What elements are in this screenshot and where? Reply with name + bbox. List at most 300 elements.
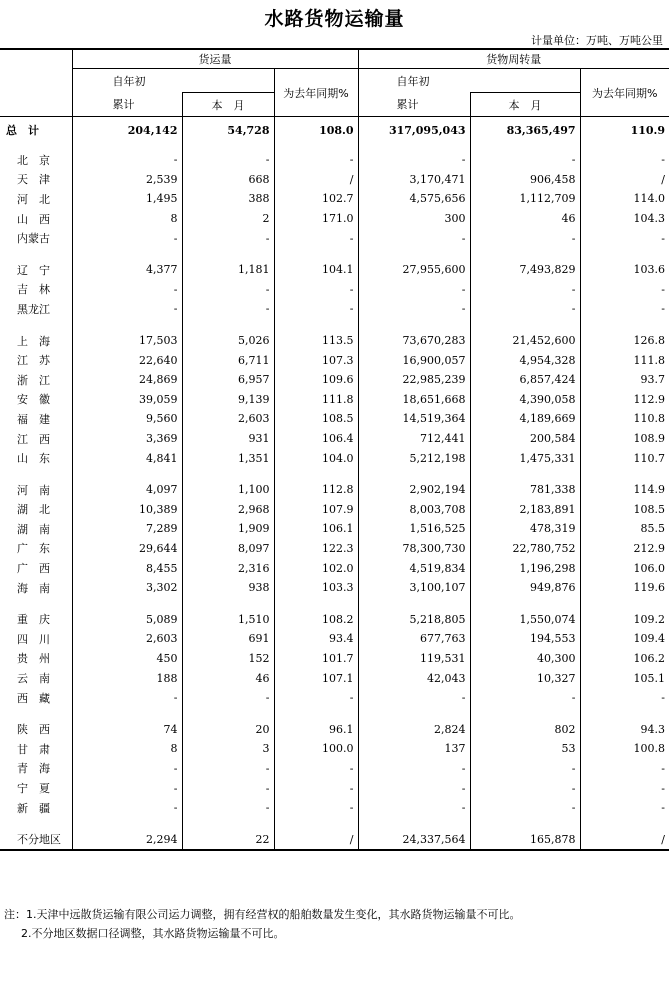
region-name: 广 东 — [17, 542, 50, 556]
cargo-month: 8,097 — [182, 539, 274, 559]
spacer-cell — [182, 319, 274, 331]
cargo-month: - — [182, 280, 274, 300]
turnover-month: 7,493,829 — [470, 260, 580, 280]
turnover-cumulative: - — [358, 778, 470, 798]
turnover-month: 1,550,074 — [470, 609, 580, 629]
turnover-yoy: - — [580, 228, 669, 248]
table-row — [0, 739, 669, 759]
table-row — [0, 170, 669, 190]
spacer-cell — [72, 817, 182, 829]
cargo-month: 1,100 — [182, 480, 274, 500]
cargo-cumulative: 450 — [72, 649, 182, 669]
table-row — [0, 759, 669, 779]
turnover-cumulative: 1,516,525 — [358, 519, 470, 539]
turnover-month-header: 本 月 — [470, 93, 580, 117]
cargo-month: 2,968 — [182, 500, 274, 520]
turnover-yoy: 126.8 — [580, 331, 669, 351]
turnover-yoy: 100.8 — [580, 739, 669, 759]
cargo-cumulative: 188 — [72, 668, 182, 688]
turnover-month: 1,475,331 — [470, 448, 580, 468]
turnover-yoy: 104.3 — [580, 209, 669, 229]
table-row — [0, 331, 669, 351]
spacer-cell — [182, 248, 274, 260]
cargo-yoy: - — [274, 228, 358, 248]
table-row — [0, 209, 669, 229]
cargo-yoy: - — [274, 280, 358, 300]
turnover-cumulative: 16,900,057 — [358, 350, 470, 370]
turnover-month: 4,189,669 — [470, 409, 580, 429]
turnover-yoy: / — [580, 170, 669, 190]
region-name: 黑龙江 — [17, 302, 50, 316]
turnover-month: 200,584 — [470, 429, 580, 449]
cargo-month: 1,181 — [182, 260, 274, 280]
turnover-ytd-header: 自年初 — [358, 69, 580, 93]
cargo-month: 691 — [182, 629, 274, 649]
cargo-yoy: 102.0 — [274, 558, 358, 578]
turnover-cumulative: - — [358, 299, 470, 319]
cargo-yoy: 107.3 — [274, 350, 358, 370]
spacer-cell — [182, 817, 274, 829]
turnover-cumulative: - — [358, 759, 470, 779]
cargo-month: - — [182, 798, 274, 818]
spacer-row — [0, 143, 669, 150]
cargo-yoy: 109.6 — [274, 370, 358, 390]
cargo-yoy: 111.8 — [274, 390, 358, 410]
turnover-yoy: - — [580, 150, 669, 170]
turnover-month: 22,780,752 — [470, 539, 580, 559]
spacer-cell — [580, 707, 669, 719]
cargo-month: 1,510 — [182, 609, 274, 629]
cargo-cumulative: - — [72, 228, 182, 248]
spacer-cell — [182, 143, 274, 150]
cargo-month: 3 — [182, 739, 274, 759]
cargo-month: 6,711 — [182, 350, 274, 370]
spacer-cell — [470, 319, 580, 331]
region-name: 云 南 — [17, 672, 50, 686]
turnover-yoy: - — [580, 688, 669, 708]
table-row — [0, 649, 669, 669]
spacer-cell — [470, 143, 580, 150]
turnover-cumulative: 137 — [358, 739, 470, 759]
turnover-yoy: - — [580, 798, 669, 818]
region-name: 不分地区 — [0, 829, 72, 850]
turnover-yoy: 93.7 — [580, 370, 669, 390]
cargo-cumulative: 8 — [72, 739, 182, 759]
turnover-yoy: 112.9 — [580, 390, 669, 410]
spacer-cell — [0, 143, 72, 150]
spacer-cell — [274, 143, 358, 150]
turnover-cumulative: - — [358, 798, 470, 818]
cargo-yoy: 101.7 — [274, 649, 358, 669]
turnover-cumulative: 5,218,805 — [358, 609, 470, 629]
spacer-cell — [580, 319, 669, 331]
turnover-cumulative: 22,985,239 — [358, 370, 470, 390]
region-name: 辽 宁 — [17, 263, 50, 277]
table-row — [0, 429, 669, 449]
turnover-yoy: 106.2 — [580, 649, 669, 669]
cargo-yoy: - — [274, 299, 358, 319]
cargo-yoy: - — [274, 688, 358, 708]
turnover-month: 1,112,709 — [470, 189, 580, 209]
cargo-cumulative: - — [72, 688, 182, 708]
spacer-cell — [580, 248, 669, 260]
cargo-yoy: 122.3 — [274, 539, 358, 559]
cargo-cumulative: 1,495 — [72, 189, 182, 209]
cargo-month: 2,316 — [182, 558, 274, 578]
turnover-yoy: 212.9 — [580, 539, 669, 559]
region-name: 甘 肃 — [17, 742, 50, 756]
region-name: 总 计 — [0, 117, 72, 144]
turnover-cumulative: 317,095,043 — [358, 117, 470, 144]
cargo-month: 1,351 — [182, 448, 274, 468]
turnover-cumulative: - — [358, 150, 470, 170]
cargo-yoy: 171.0 — [274, 209, 358, 229]
region-name: 内蒙古 — [17, 232, 50, 246]
turnover-month: 53 — [470, 739, 580, 759]
spacer-cell — [358, 707, 470, 719]
cargo-month: - — [182, 228, 274, 248]
table-row — [0, 609, 669, 629]
region-name: 河 北 — [17, 192, 50, 206]
table-row — [0, 798, 669, 818]
cargo-cumulative: 17,503 — [72, 331, 182, 351]
turnover-month: 781,338 — [470, 480, 580, 500]
cargo-yoy: 107.9 — [274, 500, 358, 520]
turnover-month: - — [470, 688, 580, 708]
turnover-yoy: 108.5 — [580, 500, 669, 520]
cargo-cumulative: 8,455 — [72, 558, 182, 578]
turnover-month: 6,857,424 — [470, 370, 580, 390]
turnover-yoy: 103.6 — [580, 260, 669, 280]
cargo-cumulative: 2,603 — [72, 629, 182, 649]
table-row — [0, 778, 669, 798]
spacer-cell — [358, 248, 470, 260]
turnover-month: 194,553 — [470, 629, 580, 649]
spacer-cell — [580, 468, 669, 480]
turnover-cumulative: 5,212,198 — [358, 448, 470, 468]
turnover-month: - — [470, 280, 580, 300]
table-row — [0, 578, 669, 598]
turnover-yoy-header: 为去年同期% — [580, 69, 669, 117]
table-row — [0, 480, 669, 500]
turnover-cumulative: 14,519,364 — [358, 409, 470, 429]
turnover-yoy: 108.9 — [580, 429, 669, 449]
cargo-month: 2,603 — [182, 409, 274, 429]
cargo-cumulative: 2,539 — [72, 170, 182, 190]
cargo-yoy: / — [274, 170, 358, 190]
cargo-month: 931 — [182, 429, 274, 449]
cargo-cumulative: 4,377 — [72, 260, 182, 280]
turnover-yoy: - — [580, 280, 669, 300]
cargo-month: 54,728 — [182, 117, 274, 144]
cargo-month: 938 — [182, 578, 274, 598]
spacer-cell — [0, 597, 72, 609]
cargo-month: 9,139 — [182, 390, 274, 410]
spacer-cell — [72, 468, 182, 480]
region-name: 河 南 — [17, 483, 50, 497]
cargo-yoy: 108.2 — [274, 609, 358, 629]
spacer-cell — [358, 597, 470, 609]
cargo-month: 6,957 — [182, 370, 274, 390]
cargo-month: - — [182, 759, 274, 779]
turnover-cumulative: 24,337,564 — [358, 829, 470, 850]
turnover-cumulative: 8,003,708 — [358, 500, 470, 520]
cargo-table — [0, 48, 669, 851]
region-name: 四 川 — [17, 632, 50, 646]
table-row — [0, 370, 669, 390]
turnover-cumulative: 18,651,668 — [358, 390, 470, 410]
spacer-cell — [274, 248, 358, 260]
turnover-yoy: 114.0 — [580, 189, 669, 209]
turnover-cumulative: 42,043 — [358, 668, 470, 688]
table-row — [0, 350, 669, 370]
region-name: 浙 江 — [17, 373, 50, 387]
turnover-yoy: 105.1 — [580, 668, 669, 688]
spacer-cell — [0, 817, 72, 829]
cargo-yoy: 112.8 — [274, 480, 358, 500]
table-row — [0, 829, 669, 850]
spacer-row — [0, 817, 669, 829]
cargo-month: - — [182, 688, 274, 708]
cargo-cumulative: - — [72, 798, 182, 818]
turnover-month: 2,183,891 — [470, 500, 580, 520]
spacer-row — [0, 248, 669, 260]
turnover-cumulative: 3,170,471 — [358, 170, 470, 190]
spacer-cell — [182, 468, 274, 480]
turnover-cumulative: 73,670,283 — [358, 331, 470, 351]
region-name: 新 疆 — [17, 801, 50, 815]
cargo-cumulative: - — [72, 299, 182, 319]
table-row — [0, 280, 669, 300]
turnover-month: 478,319 — [470, 519, 580, 539]
table-row — [0, 500, 669, 520]
table-row — [0, 688, 669, 708]
turnover-cumulative: 78,300,730 — [358, 539, 470, 559]
turnover-yoy: 111.8 — [580, 350, 669, 370]
turnover-cumulative: - — [358, 688, 470, 708]
region-name: 西 藏 — [17, 691, 50, 705]
turnover-month: - — [470, 150, 580, 170]
turnover-month: 4,954,328 — [470, 350, 580, 370]
spacer-cell — [182, 707, 274, 719]
spacer-cell — [0, 248, 72, 260]
region-name: 天 津 — [17, 173, 50, 187]
turnover-month: 4,390,058 — [470, 390, 580, 410]
spacer-cell — [274, 597, 358, 609]
turnover-month: 46 — [470, 209, 580, 229]
spacer-cell — [470, 817, 580, 829]
table-row — [0, 409, 669, 429]
spacer-cell — [274, 468, 358, 480]
page-title: 水路货物运输量 — [264, 8, 405, 30]
spacer-cell — [0, 707, 72, 719]
turnover-month: 40,300 — [470, 649, 580, 669]
cargo-yoy: 104.0 — [274, 448, 358, 468]
cargo-month: 1,909 — [182, 519, 274, 539]
cargo-yoy: - — [274, 759, 358, 779]
cargo-yoy: 107.1 — [274, 668, 358, 688]
spacer-cell — [72, 707, 182, 719]
table-row — [0, 189, 669, 209]
turnover-yoy: - — [580, 778, 669, 798]
cargo-yoy: 113.5 — [274, 331, 358, 351]
cargo-yoy: 100.0 — [274, 739, 358, 759]
cargo-yoy-header: 为去年同期% — [274, 69, 358, 117]
turnover-month: 1,196,298 — [470, 558, 580, 578]
spacer-cell — [580, 817, 669, 829]
turnover-yoy: - — [580, 299, 669, 319]
turnover-yoy: / — [580, 829, 669, 850]
cargo-month: - — [182, 150, 274, 170]
table-row — [0, 448, 669, 468]
spacer-cell — [358, 319, 470, 331]
spacer-cell — [470, 248, 580, 260]
cargo-cumulative: 3,369 — [72, 429, 182, 449]
turnover-month: - — [470, 228, 580, 248]
cargo-cumulative: 204,142 — [72, 117, 182, 144]
cargo-month: 2 — [182, 209, 274, 229]
turnover-yoy: 106.0 — [580, 558, 669, 578]
spacer-cell — [358, 817, 470, 829]
spacer-cell — [72, 143, 182, 150]
spacer-cell — [580, 597, 669, 609]
cargo-month: 152 — [182, 649, 274, 669]
turnover-month: 10,327 — [470, 668, 580, 688]
spacer-cell — [358, 468, 470, 480]
cargo-yoy: 106.1 — [274, 519, 358, 539]
spacer-cell — [274, 707, 358, 719]
turnover-cumulative: 119,531 — [358, 649, 470, 669]
spacer-cell — [0, 319, 72, 331]
footnote-1: 注：1.天津中远散货运输有限公司运力调整，拥有经营权的船舶数量发生变化，其水路货物运输量不可比。 — [4, 908, 521, 921]
cargo-cumulative: 3,302 — [72, 578, 182, 598]
cargo-cumulative: - — [72, 150, 182, 170]
region-name: 山 西 — [17, 212, 50, 226]
region-name: 重 庆 — [17, 613, 50, 627]
cargo-yoy: 104.1 — [274, 260, 358, 280]
spacer-row — [0, 319, 669, 331]
cargo-cumulative-header: 累计 — [72, 93, 182, 117]
spacer-cell — [274, 319, 358, 331]
turnover-cumulative: - — [358, 228, 470, 248]
spacer-cell — [0, 468, 72, 480]
cargo-ytd-header: 自年初 — [72, 69, 274, 93]
cargo-header: 货运量 — [72, 49, 358, 69]
cargo-yoy: - — [274, 778, 358, 798]
cargo-yoy: 96.1 — [274, 719, 358, 739]
turnover-yoy: 94.3 — [580, 719, 669, 739]
region-name: 安 徽 — [17, 393, 50, 407]
turnover-yoy: 110.8 — [580, 409, 669, 429]
cargo-cumulative: - — [72, 280, 182, 300]
cargo-yoy: 103.3 — [274, 578, 358, 598]
turnover-month: 906,458 — [470, 170, 580, 190]
footnote-2: 2.不分地区数据口径调整，其水路货物运输量不可比。 — [21, 927, 285, 940]
cargo-cumulative: 4,097 — [72, 480, 182, 500]
region-name: 北 京 — [17, 153, 50, 167]
turnover-header: 货物周转量 — [358, 49, 669, 69]
cargo-yoy: 108.0 — [274, 117, 358, 144]
spacer-cell — [182, 597, 274, 609]
spacer-cell — [580, 143, 669, 150]
region-name: 福 建 — [17, 412, 50, 426]
spacer-cell — [470, 468, 580, 480]
region-name: 广 西 — [17, 562, 50, 576]
turnover-cumulative: 3,100,107 — [358, 578, 470, 598]
turnover-cumulative: 677,763 — [358, 629, 470, 649]
footnotes — [4, 905, 521, 943]
turnover-yoy: 85.5 — [580, 519, 669, 539]
turnover-cumulative: 712,441 — [358, 429, 470, 449]
cargo-yoy: 106.4 — [274, 429, 358, 449]
turnover-yoy: 109.2 — [580, 609, 669, 629]
cargo-month: 668 — [182, 170, 274, 190]
spacer-row — [0, 597, 669, 609]
turnover-month: - — [470, 798, 580, 818]
spacer-cell — [72, 248, 182, 260]
turnover-cumulative: 4,519,834 — [358, 558, 470, 578]
turnover-month: - — [470, 299, 580, 319]
table-row — [0, 299, 669, 319]
cargo-month: 20 — [182, 719, 274, 739]
cargo-yoy: 93.4 — [274, 629, 358, 649]
cargo-cumulative: 2,294 — [72, 829, 182, 850]
table-row — [0, 719, 669, 739]
spacer-cell — [470, 597, 580, 609]
table-row — [0, 390, 669, 410]
cargo-cumulative: - — [72, 759, 182, 779]
spacer-cell — [72, 319, 182, 331]
spacer-row — [0, 707, 669, 719]
turnover-cumulative: 4,575,656 — [358, 189, 470, 209]
turnover-month: 949,876 — [470, 578, 580, 598]
cargo-cumulative: 74 — [72, 719, 182, 739]
cargo-yoy: - — [274, 798, 358, 818]
table-row — [0, 668, 669, 688]
table-row — [0, 519, 669, 539]
turnover-cumulative: 27,955,600 — [358, 260, 470, 280]
cargo-cumulative: 8 — [72, 209, 182, 229]
turnover-cumulative: - — [358, 280, 470, 300]
turnover-month: - — [470, 778, 580, 798]
total-row — [0, 117, 669, 144]
region-name: 宁 夏 — [17, 782, 50, 796]
turnover-yoy: - — [580, 759, 669, 779]
turnover-yoy: 110.9 — [580, 117, 669, 144]
region-name: 山 东 — [17, 452, 50, 466]
spacer-row — [0, 468, 669, 480]
turnover-yoy: 119.6 — [580, 578, 669, 598]
turnover-yoy: 114.9 — [580, 480, 669, 500]
cargo-month: - — [182, 299, 274, 319]
region-header — [0, 49, 72, 117]
region-name: 吉 林 — [17, 283, 50, 297]
table-row — [0, 629, 669, 649]
turnover-cumulative: 2,902,194 — [358, 480, 470, 500]
region-name: 上 海 — [17, 334, 50, 348]
unit-label: 计量单位：万吨、万吨公里 — [531, 34, 663, 47]
region-name: 海 南 — [17, 581, 50, 595]
turnover-cumulative: 2,824 — [358, 719, 470, 739]
cargo-cumulative: 24,869 — [72, 370, 182, 390]
cargo-month: 5,026 — [182, 331, 274, 351]
spacer-cell — [358, 143, 470, 150]
table-row — [0, 150, 669, 170]
cargo-cumulative: 9,560 — [72, 409, 182, 429]
turnover-month: 802 — [470, 719, 580, 739]
table-row — [0, 228, 669, 248]
turnover-month: 83,365,497 — [470, 117, 580, 144]
